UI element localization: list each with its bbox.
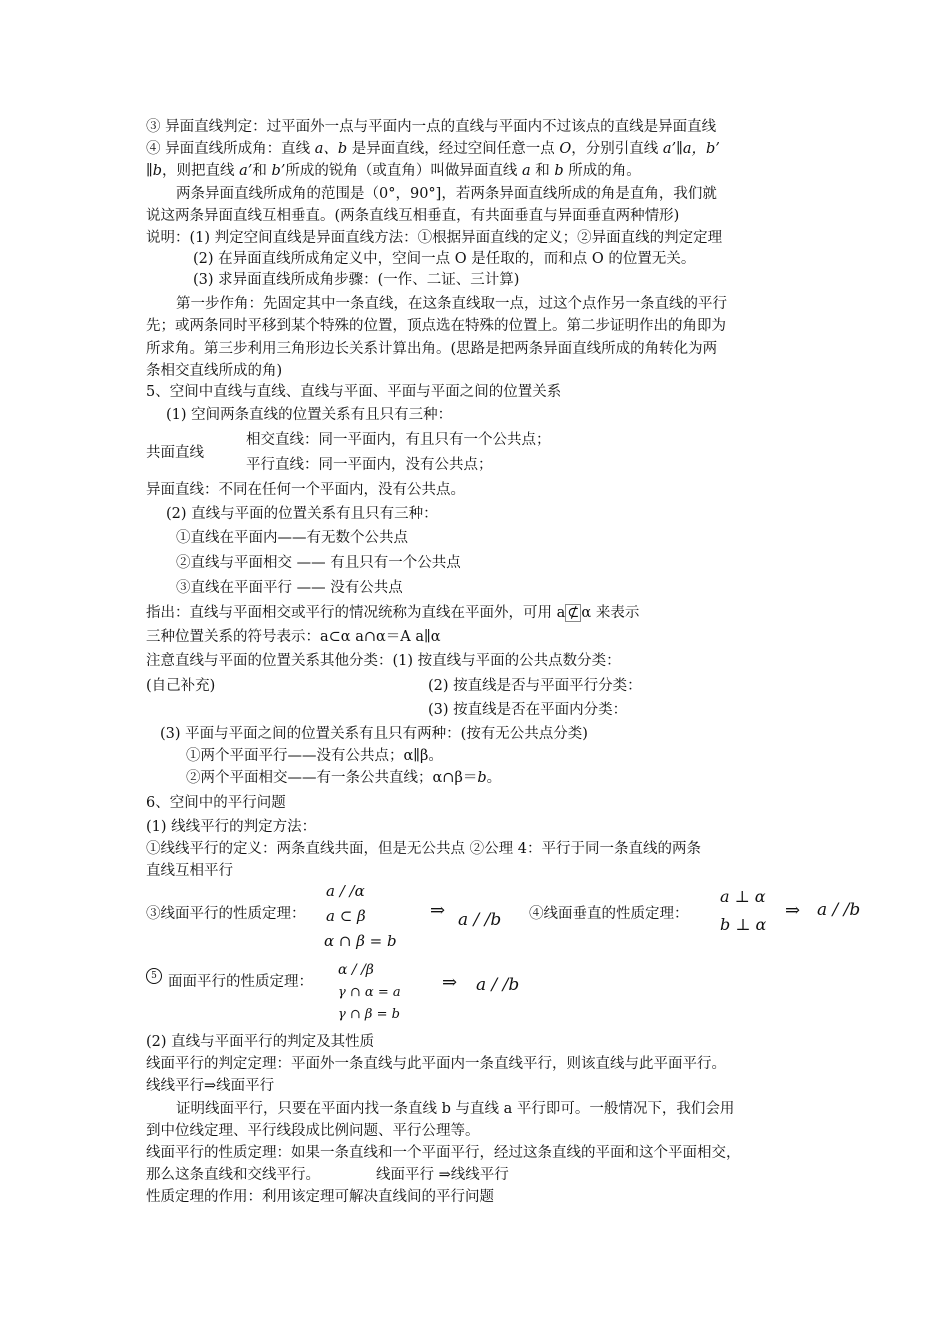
formula-line: α ∩ β = b (324, 932, 397, 950)
text-line: (2) 直线与平面的位置关系有且只有三种： (166, 506, 438, 522)
text-line: ①线线平行的定义：两条直线共面，但是无公共点 ②公理 4：平行于同一条直线的两条 (146, 841, 701, 857)
text-line: 先；或两条同时平移到某个特殊的位置，顶点选在特殊的位置上。第二步证明作出的角即为 (146, 318, 726, 334)
formula-result: a / /b (458, 910, 502, 930)
text-line: 相交直线：同一平面内，有且只有一个公共点； (246, 432, 551, 448)
text-line: 证明线面平行，只要在平面内找一条直线 b 与直线 a 平行即可。一般情况下，我们会用 (176, 1101, 735, 1117)
text-line: (3) 按直线是否在平面内分类： (428, 702, 628, 718)
text-line: 平行直线：同一平面内，没有公共点； (246, 457, 493, 473)
text-line: 三种位置关系的符号表示：a⊂α a∩α＝A a∥α (146, 629, 441, 645)
text-line: 面面平行的性质定理： (168, 974, 313, 990)
text-line: (3) 平面与平面之间的位置关系有且只有两种：(按有无公共点分类) (160, 726, 588, 742)
implies-icon: ⇒ (430, 900, 446, 921)
text-line: 说明：(1) 判定空间直线是异面直线方法：①根据异面直线的定义；②异面直线的判定定理 (146, 230, 723, 246)
text-line: 说这两条异面直线互相垂直。(两条直线互相垂直，有共面垂直与异面垂直两种情形) (146, 208, 680, 224)
text-line: 到中位线定理、平行线段成比例问题、平行公理等。 (146, 1123, 480, 1139)
text-line: (1) 线线平行的判定方法： (146, 819, 317, 835)
implies-icon: ⇒ (785, 900, 801, 921)
text-line: ④ 异面直线所成角：直线 a、b 是异面直线，经过空间任意一点 O，分别引直线 a’∥a，b’ (146, 141, 720, 157)
text-line: 直线互相平行 (146, 863, 233, 879)
text-line: (2) 直线与平面平行的判定及其性质 (146, 1034, 375, 1050)
text-line: ③线面平行的性质定理： (146, 906, 306, 922)
section-heading: 5、空间中直线与直线、直线与平面、平面与平面之间的位置关系 (146, 384, 562, 400)
text-line: 性质定理的作用：利用该定理可解决直线间的平行问题 (146, 1189, 494, 1205)
text-line: 线面平行 ⇒线线平行 (376, 1167, 509, 1183)
text-line: 线面平行的判定定理：平面外一条直线与此平面内一条直线平行，则该直线与此平面平行。 (146, 1056, 726, 1072)
text-line: 两条异面直线所成角的范围是（0°，90°]，若两条异面直线所成的角是直角，我们就 (176, 186, 717, 202)
text-line: ①直线在平面内——有无数个公共点 (176, 530, 408, 546)
text-line: 所求角。第三步利用三角形边长关系计算出角。(思路是把两条异面直线所成的角转化为两 (146, 341, 718, 357)
text-line: 共面直线 (146, 445, 204, 461)
text-line: (1) 空间两条直线的位置关系有且只有三种： (166, 407, 453, 423)
circled-five-icon: 5 (146, 968, 162, 984)
formula-line: a ⊥ α (720, 887, 766, 906)
text-line: (自己补充) (146, 678, 216, 694)
formula-line: γ ∩ α = a (338, 985, 401, 1000)
text-line: ④线面垂直的性质定理： (529, 906, 689, 922)
formula-result: a / /b (817, 900, 861, 920)
text-line: 条相交直线所成的角) (146, 363, 283, 379)
formula-line: a ⊂ β (326, 907, 366, 925)
section-heading: 6、空间中的平行问题 (146, 795, 286, 811)
text-line: 线面平行的性质定理：如果一条直线和一个平面平行，经过这条直线的平面和这个平面相交， (146, 1145, 741, 1161)
text-line: 线线平行⇒线面平行 (146, 1078, 275, 1094)
text-line: 第一步作角：先固定其中一条直线，在这条直线取一点，过这个点作另一条直线的平行 (176, 296, 727, 312)
text-line: 异面直线：不同在任何一个平面内，没有公共点。 (146, 482, 465, 498)
implies-icon: ⇒ (442, 972, 458, 993)
text-line: ①两个平面平行——没有公共点；α∥β。 (186, 748, 443, 764)
formula-line: b ⊥ α (720, 915, 767, 934)
text-line: ②直线与平面相交 —— 有且只有一个公共点 (176, 555, 461, 571)
text-line: (3) 求异面直线所成角步骤：(一作、二证、三计算) (193, 272, 520, 288)
formula-line: a / /α (326, 882, 365, 900)
text-line: (2) 按直线是否与平面平行分类： (428, 678, 642, 694)
text-line: ∥b，则把直线 a’和 b’所成的锐角（或直角）叫做异面直线 a 和 b 所成的角。 (146, 163, 641, 179)
text-line: ②两个平面相交——有一条公共直线；α∩β＝b。 (186, 770, 502, 786)
text-line: ③ 异面直线判定：过平面外一点与平面内一点的直线与平面内不过该点的直线是异面直线 (146, 119, 717, 135)
text-line: 那么这条直线和交线平行。 (146, 1167, 320, 1183)
formula-result: a / /b (476, 975, 520, 995)
text-line: 注意直线与平面的位置关系其他分类：(1) 按直线与平面的公共点数分类： (146, 653, 621, 669)
text-line: (2) 在异面直线所成角定义中，空间一点 O 是任取的，而和点 O 的位置无关。 (193, 251, 696, 267)
formula-line: α / /β (338, 962, 374, 978)
text-line: ③直线在平面平行 —— 没有公共点 (176, 580, 403, 596)
text-line: 指出：直线与平面相交或平行的情况统称为直线在平面外，可用 a ⊄ α 来表示 (146, 605, 640, 621)
formula-line: γ ∩ β = b (338, 1007, 400, 1022)
